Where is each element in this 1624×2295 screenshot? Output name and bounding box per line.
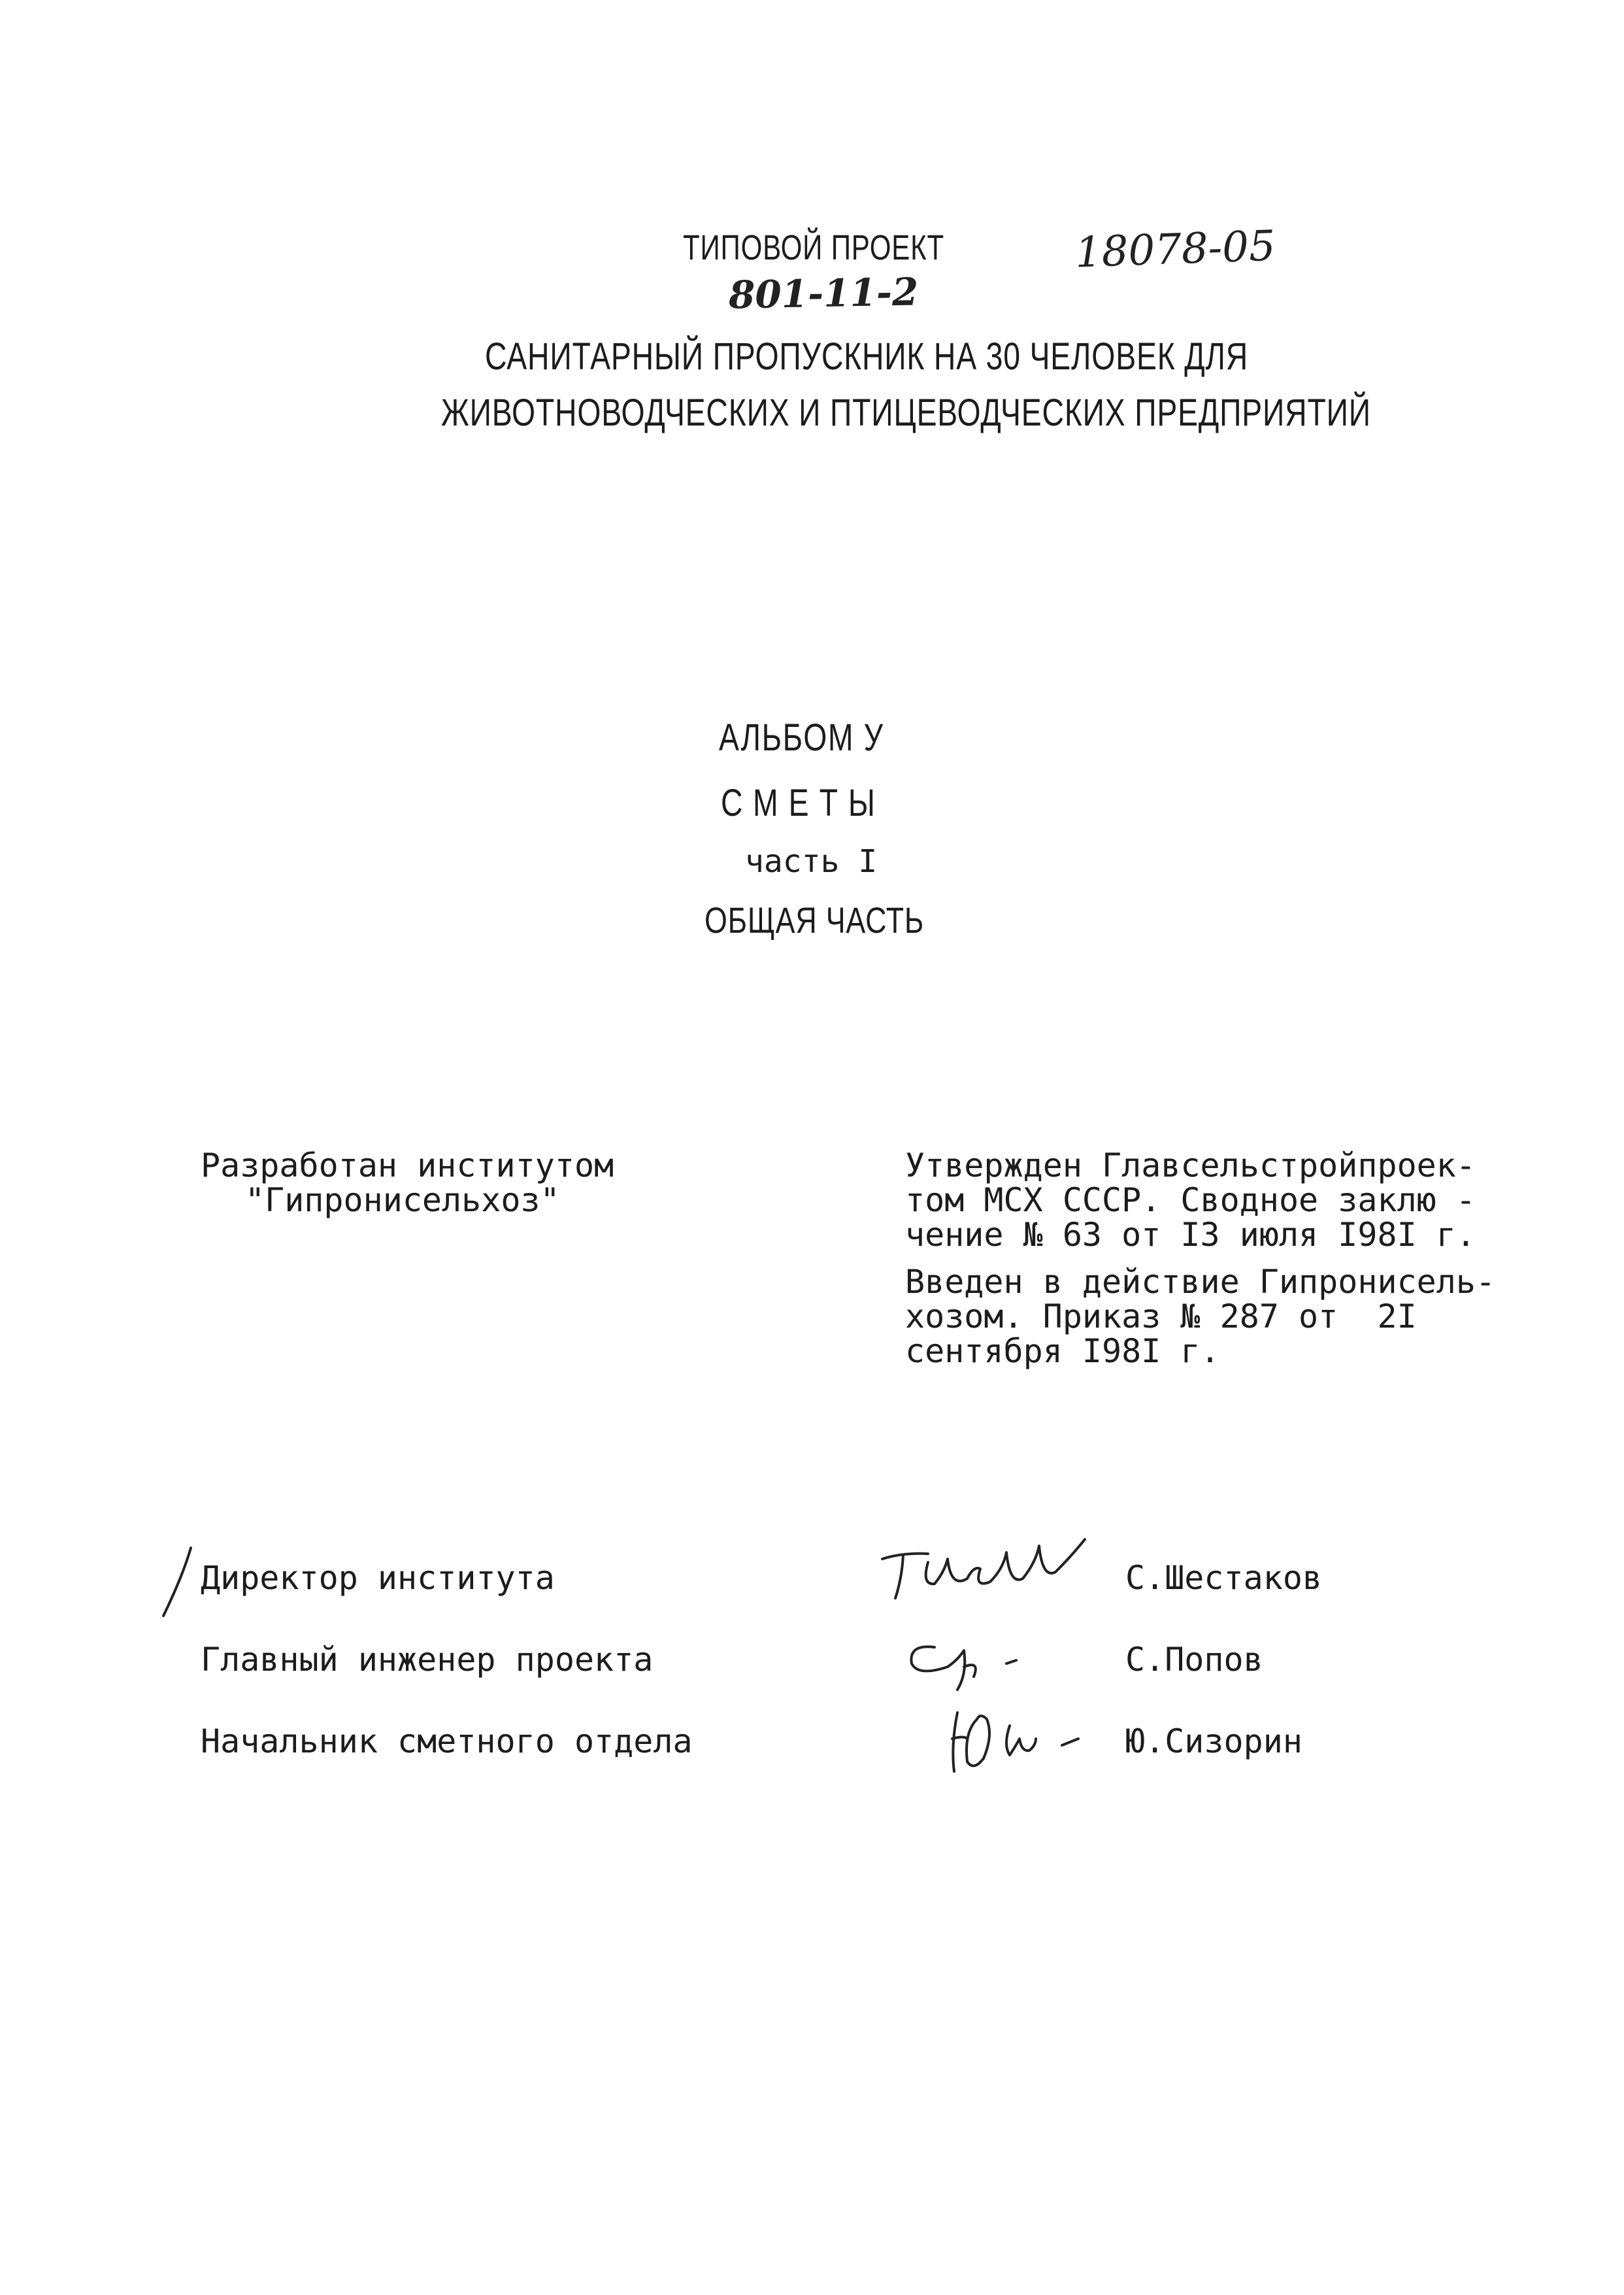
- developer-line-1: Разработан институтом: [201, 1147, 614, 1184]
- introduction-line-2: хозом. Приказ № 287 от 2I: [905, 1298, 1417, 1335]
- signatory-name-chief-engineer: С.Попов: [1125, 1641, 1263, 1679]
- signatory-role-estimate-head: Начальник сметного отдела: [201, 1722, 693, 1760]
- album-label: АЛЬБОМ У: [719, 716, 884, 759]
- approval-line-2: том МСХ СССР. Сводное заклю -: [905, 1181, 1476, 1219]
- introduction-line-1: Введен в действие Гипронисель-: [905, 1263, 1496, 1301]
- developer-line-2: "Гипронисельхоз": [245, 1181, 560, 1219]
- project-title-line-1: САНИТАРНЫЙ ПРОПУСКНИК НА 30 ЧЕЛОВЕК ДЛЯ: [485, 335, 1248, 378]
- signatory-name-director: С.Шестаков: [1125, 1559, 1323, 1597]
- introduction-line-3: сентября I98I г.: [905, 1332, 1220, 1370]
- signature-chief-engineer: [895, 1628, 1026, 1700]
- part-label: часть I: [745, 843, 878, 880]
- approval-line-1: Утвержден Главсельстройпроек-: [905, 1147, 1476, 1184]
- document-type-label: ТИПОВОЙ ПРОЕКТ: [683, 228, 944, 267]
- section-label: СМЕТЫ: [721, 782, 886, 824]
- handwritten-slash-mark: [157, 1543, 196, 1621]
- handwritten-document-number: 18078-05: [1074, 222, 1276, 278]
- approval-line-3: чение № 63 от I3 июля I98I г.: [905, 1216, 1476, 1254]
- signatory-role-chief-engineer: Главный инженер проекта: [201, 1641, 654, 1679]
- signatory-name-estimate-head: Ю.Сизорин: [1125, 1722, 1302, 1760]
- project-title-line-2: ЖИВОТНОВОДЧЕСКИХ И ПТИЦЕВОДЧЕСКИХ ПРЕДПРИЯТИЙ: [441, 392, 1371, 434]
- handwritten-project-code: 801-11-2: [728, 269, 919, 318]
- part-title: ОБЩАЯ ЧАСТЬ: [704, 899, 925, 941]
- signatory-role-director: Директор института: [201, 1559, 555, 1597]
- signature-estimate-head: [938, 1700, 1108, 1778]
- signature-director: [876, 1533, 1091, 1611]
